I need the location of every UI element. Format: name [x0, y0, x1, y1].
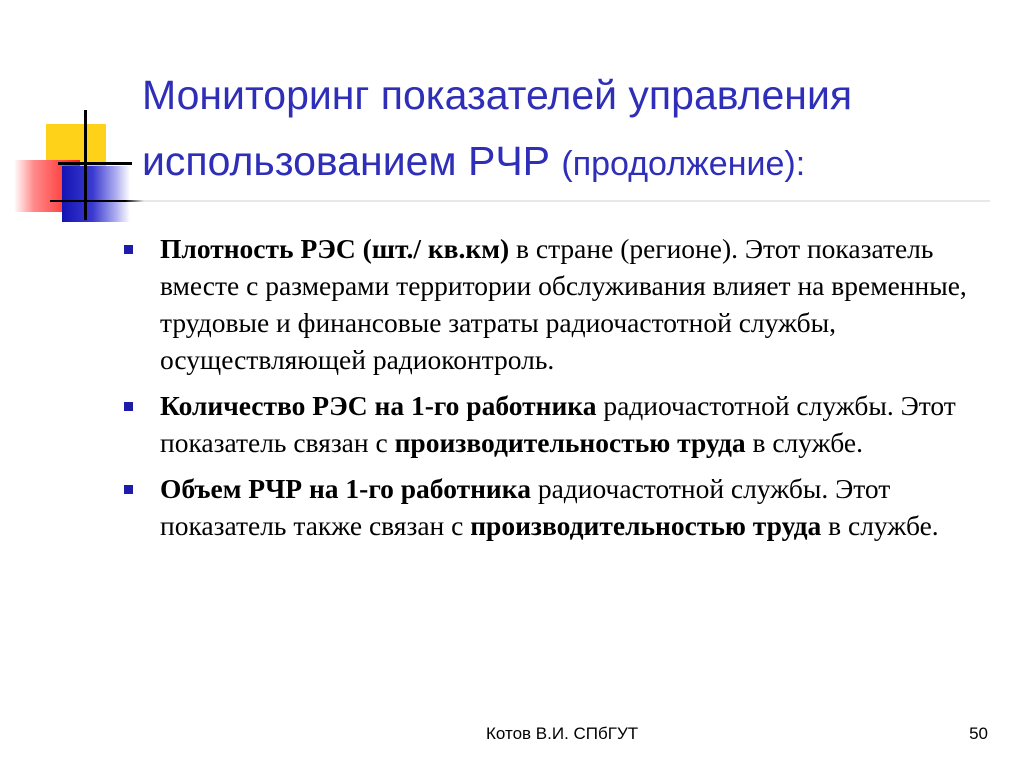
bullet-text — [160, 390, 956, 458]
title-underline — [50, 200, 990, 202]
slide-title-suffix: (продолжение): — [561, 145, 806, 183]
bullet-plain-text: в службе. — [821, 510, 939, 541]
bullet-text — [160, 473, 939, 541]
bullet-bold-text: Объем РЧР на 1-го работника — [160, 473, 531, 504]
bullet-plain-text: радиочастотной службы. Этот показатель также связан с — [160, 473, 891, 541]
bullet-plain-text: в стране (регионе). Этот показатель вместе с размерами территории обслуживания влияет на временные, трудовые и финансовые затраты радиочастотной службы, осуществляющей радиоконтроль. — [160, 233, 967, 375]
logo-blue-square — [62, 166, 130, 222]
bullet-bold-text: производительностью труда — [470, 510, 822, 541]
bullet-bold-text: производительностью труда — [394, 427, 746, 458]
bullet-square-icon — [124, 485, 133, 494]
bullet-item — [122, 387, 982, 461]
bullet-item — [122, 470, 982, 544]
slide-title-main: Мониторинг показателей управления использованием РЧР — [142, 72, 853, 184]
bullet-item — [122, 230, 982, 378]
bullet-square-icon — [124, 402, 133, 411]
bullet-square-icon — [124, 245, 133, 254]
page-number: 50 — [969, 724, 988, 743]
bullet-list — [122, 230, 982, 553]
logo-horizontal-line — [58, 162, 132, 165]
footer-author: Котов В.И. СПбГУТ — [486, 724, 639, 743]
bullet-bold-text: Плотность РЭС (шт./ кв.км) — [160, 233, 510, 264]
bullet-text — [160, 233, 967, 375]
logo-vertical-line — [84, 110, 87, 220]
bullet-plain-text: в службе. — [745, 427, 864, 458]
bullet-plain-text: радиочастотной службы. Этот показатель связан с — [160, 390, 956, 458]
bullet-bold-text: Количество РЭС на 1-го работника — [160, 390, 597, 421]
slide-title — [142, 62, 1002, 197]
